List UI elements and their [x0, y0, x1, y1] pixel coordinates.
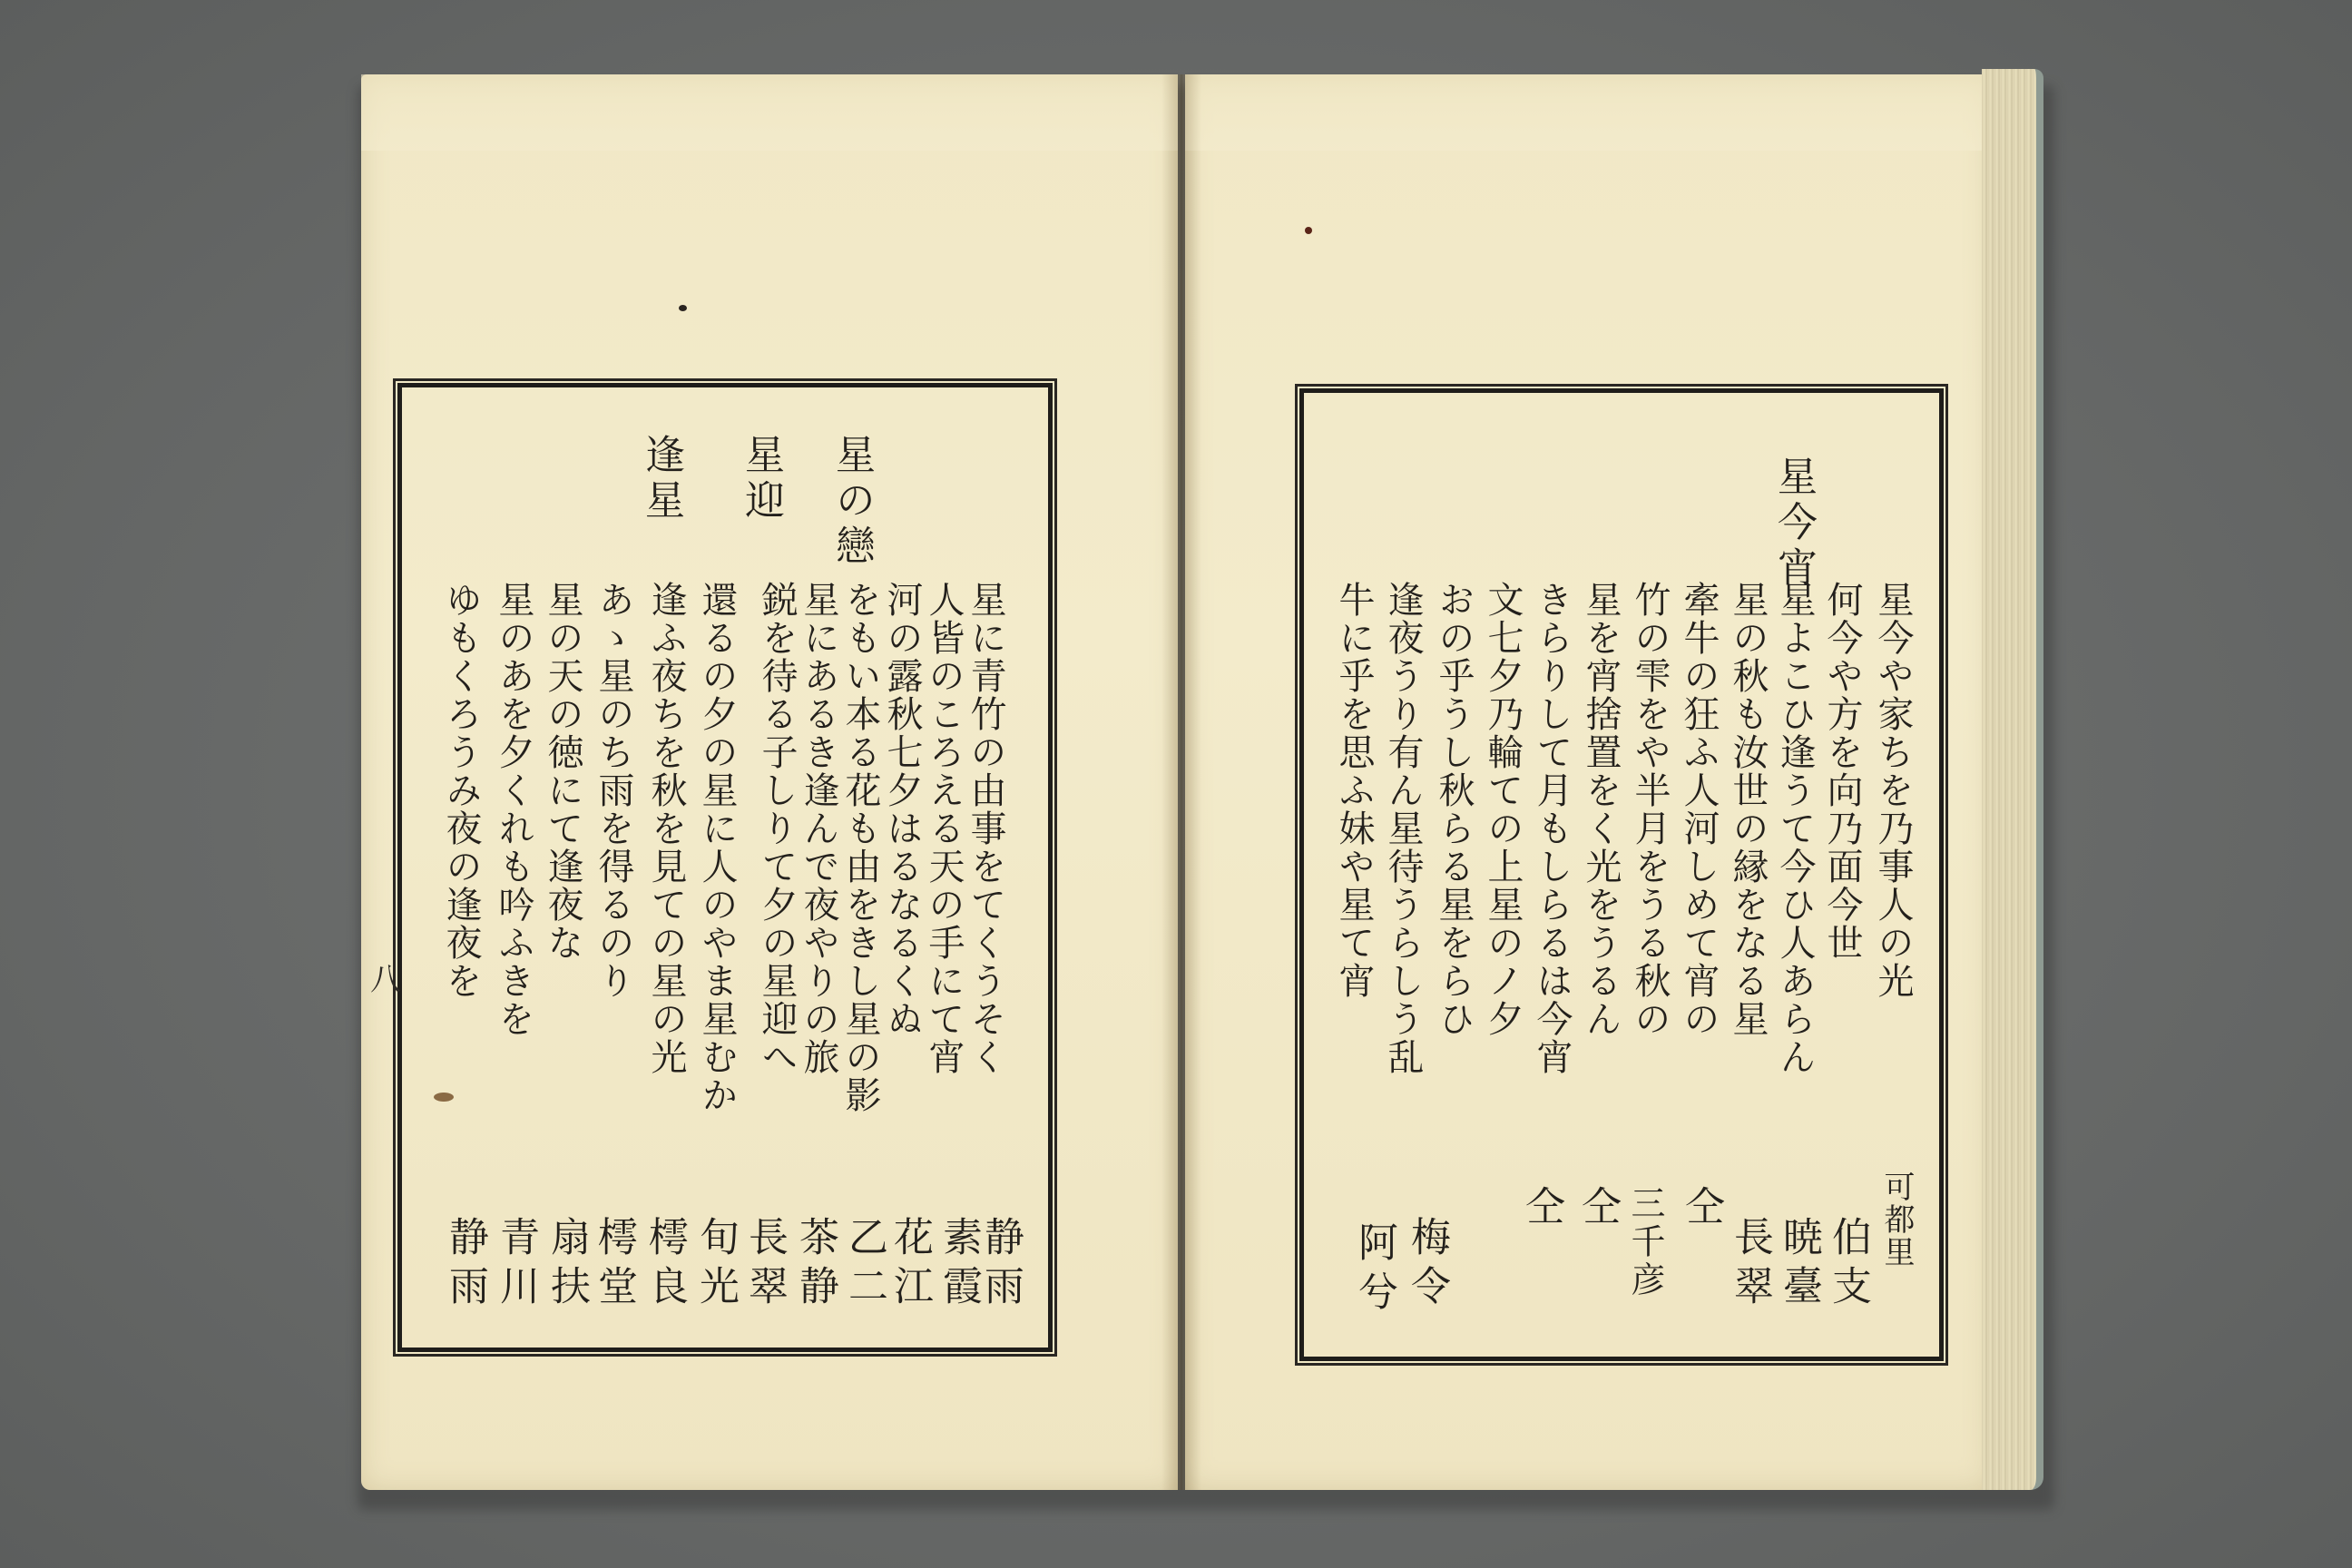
folio-number: 八 [370, 962, 401, 998]
author-name: 仝 [1678, 1185, 1724, 1234]
poem-line: きらりして月もしらるは今宵 [1531, 581, 1573, 1076]
poem-line: 星に青竹の由事をてくうそく [965, 581, 1006, 1076]
poem-line: 人皆のころえる天の手にて宵 [923, 581, 965, 1076]
author-name: 静雨 [977, 1216, 1024, 1314]
poem-line: をもい本る花も由をきし星の影 [839, 581, 881, 1114]
author-name: 長翠 [1727, 1216, 1773, 1314]
top-band [1185, 74, 1991, 151]
author-name: 花江 [887, 1216, 933, 1314]
poem-line: 星のあを夕くれも吟ふきを [493, 581, 534, 1038]
author-name: 仝 [1518, 1185, 1564, 1234]
poem-line: 逢夜うり有ん星待うらしう乱 [1382, 581, 1424, 1076]
author-name: 茶静 [792, 1216, 838, 1314]
author-name: 梅令 [1404, 1216, 1450, 1314]
poem-line: 何今や方を向乃面今世 [1821, 581, 1863, 962]
paper-stain [434, 1093, 454, 1102]
book-gutter [1161, 74, 1201, 1490]
poem-line: 星よこひ逢うて今ひ人あらん [1774, 581, 1816, 1076]
author-name: 暁臺 [1776, 1216, 1822, 1314]
poem-line: 星を宵捨置をく光をうるん [1580, 581, 1622, 1038]
poem-line: 鋭を待る子しりて夕の星迎へ [756, 581, 798, 1076]
poem-line: 星にあるき逢んで夜やりの旅 [798, 581, 839, 1076]
poem-line: 竹の雫をや半月をうる秋の [1629, 581, 1671, 1038]
poem-line: 逢ふ夜ちを秋を見ての星の光 [645, 581, 687, 1076]
poem-line: 河の露秋七夕はるなるくぬ [881, 581, 923, 1038]
poem-line: 星の天の徳にて逢夜な [542, 581, 583, 962]
author-name: 伯支 [1825, 1216, 1871, 1314]
author-name: 三千彦 [1625, 1185, 1665, 1299]
poem-line: 星の秋も汝世の縁をなる星 [1727, 581, 1769, 1038]
author-name: 可都里 [1878, 1171, 1915, 1269]
section-title: 星迎 [738, 434, 784, 524]
poem-line: 牛に乎を思ふ妹や星て宵 [1333, 581, 1375, 1000]
poem-line: 星今や家ちを乃事人の光 [1872, 581, 1914, 1000]
author-name: 樗堂 [591, 1216, 637, 1314]
section-title: 逢星 [638, 434, 684, 524]
section-title: 星今宵 [1770, 456, 1817, 592]
author-name: 静雨 [442, 1216, 488, 1314]
author-name: 乙二 [841, 1216, 887, 1314]
author-name: 樗良 [642, 1216, 688, 1314]
poem-line: ゆもくろうみ夜の逢夜を [440, 581, 482, 1000]
author-name: 素霞 [936, 1216, 982, 1314]
author-name: 旬光 [692, 1216, 739, 1314]
poem-line: 牽牛の狂ふ人河しめて宵の [1678, 581, 1720, 1038]
author-name: 青川 [493, 1216, 539, 1314]
poem-line: おの乎うし秋らる星をらひ [1433, 581, 1475, 1038]
top-band [361, 74, 1178, 151]
paper-speck [1305, 227, 1312, 234]
poem-line: あゝ星のち雨を得るのり [593, 581, 634, 1000]
paper-speck [679, 305, 687, 311]
author-name: 長翠 [741, 1216, 788, 1314]
page-edges [1982, 69, 2043, 1490]
poem-line: 還るの夕の星に人のやま星むか [696, 581, 738, 1114]
section-title: 星の戀 [828, 434, 875, 570]
author-name: 阿兮 [1351, 1221, 1397, 1319]
author-name: 扇扶 [544, 1216, 590, 1314]
poem-line: 文七夕乃輪ての上星のノ夕 [1482, 581, 1524, 1038]
author-name: 仝 [1574, 1185, 1621, 1234]
